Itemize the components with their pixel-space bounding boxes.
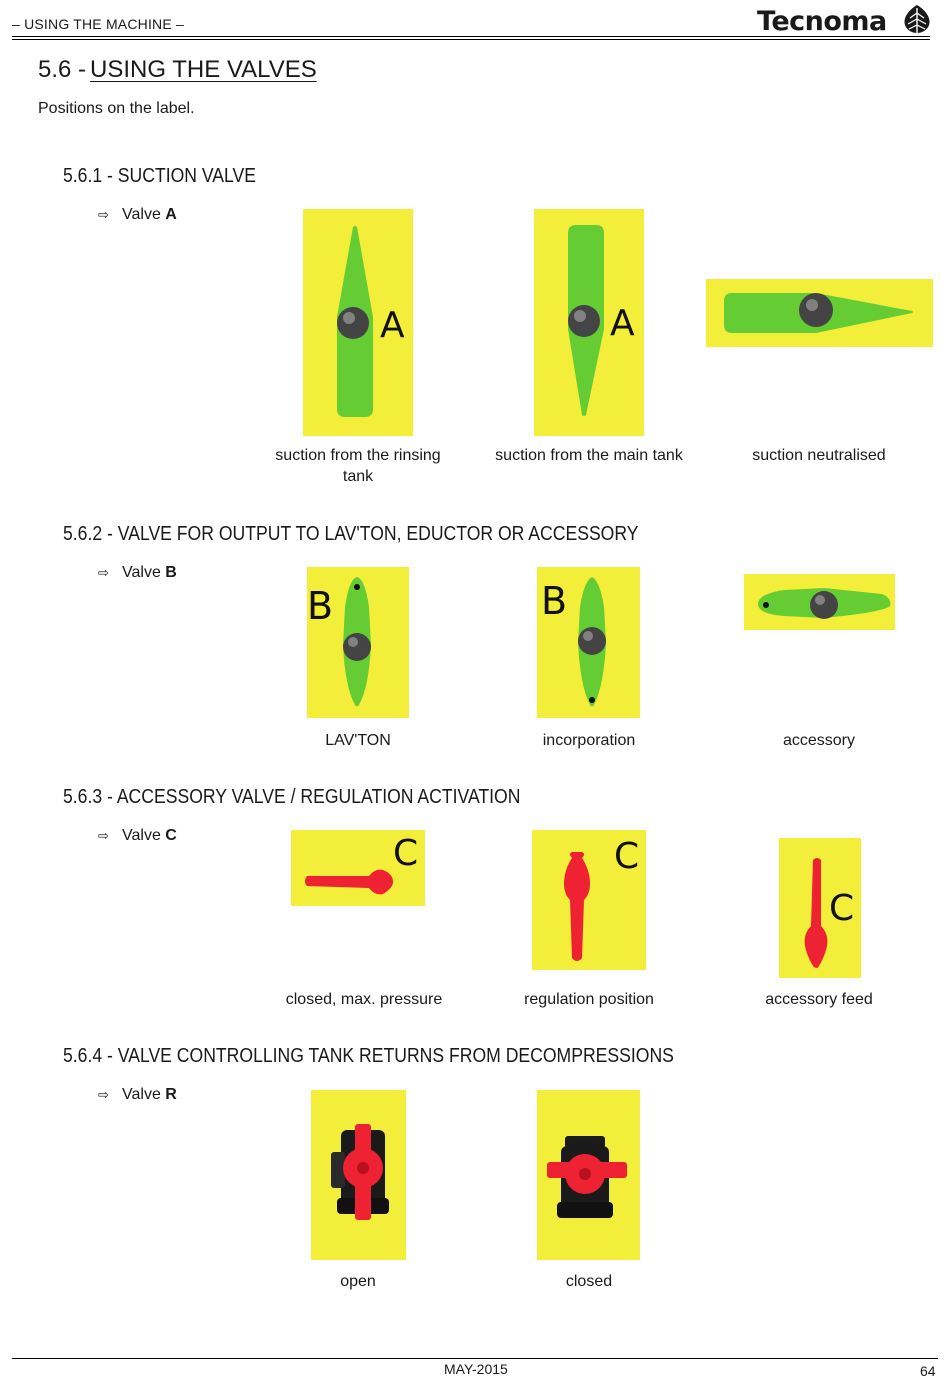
subsection-heading-accessory-valve: 5.6.3 - ACCESSORY VALVE / REGULATION ACTIVATION xyxy=(63,786,521,808)
page-title xyxy=(38,56,317,84)
valve-b-accessory-image xyxy=(744,574,895,630)
valve-a-main-image xyxy=(534,209,644,436)
valve-b-lavton-image xyxy=(307,567,409,718)
valve-r-open-image xyxy=(311,1090,406,1260)
intro-text: Positions on the label. xyxy=(38,100,195,117)
section-title: USING THE VALVES xyxy=(90,56,317,83)
subsection-heading-suction: 5.6.1 - SUCTION VALVE xyxy=(63,165,257,187)
caption-open: open xyxy=(340,1273,376,1290)
label-letter-c: C xyxy=(393,833,419,874)
caption-incorporation: incorporation xyxy=(542,732,636,749)
valve-r-closed-image xyxy=(537,1090,640,1260)
label-letter-a-2: A xyxy=(610,303,635,344)
arrow-right-icon: ⇨ xyxy=(98,828,109,843)
valve-a-neutral-image xyxy=(706,279,933,347)
footer-date: MAY-2015 xyxy=(444,1361,508,1377)
subsection-heading-output: 5.6.2 - VALVE FOR OUTPUT TO LAV'TON, EDUCTOR OR ACCESSORY xyxy=(63,523,639,545)
header-rule-secondary xyxy=(12,39,930,40)
arrow-right-icon: ⇨ xyxy=(98,565,109,580)
valve-c-closed-image xyxy=(291,830,425,906)
caption-closed-max-pressure: closed, max. pressure xyxy=(285,991,443,1008)
valve-b-incorporation-image xyxy=(537,567,640,718)
caption-main-tank: suction from the main tank xyxy=(495,447,683,464)
valve-label-c: ⇨ Valve C xyxy=(98,827,177,844)
valve-label-a: ⇨ Valve A xyxy=(98,206,177,223)
label-letter-b: B xyxy=(307,584,334,628)
valve-a-rinsing-image xyxy=(303,209,413,436)
page-number: 64 xyxy=(920,1363,936,1379)
valve-c-regulation-image xyxy=(532,830,646,970)
brand-logo-text: Tecnoma xyxy=(757,6,887,37)
valve-c-accessory-feed-image xyxy=(779,838,861,978)
caption-suction-neutralised: suction neutralised xyxy=(752,447,886,464)
label-letter-a: A xyxy=(380,305,405,346)
caption-lavton: LAV'TON xyxy=(325,732,391,749)
arrow-right-icon: ⇨ xyxy=(98,1087,109,1102)
valve-label-r: ⇨ Valve R xyxy=(98,1086,177,1103)
caption-closed: closed xyxy=(565,1273,613,1290)
label-letter-b-2: B xyxy=(541,579,568,623)
leaf-logo-icon xyxy=(902,3,932,37)
caption-rinsing-tank: suction from the rinsing tank xyxy=(275,447,441,485)
footer-rule xyxy=(12,1358,938,1359)
valve-label-b: ⇨ Valve B xyxy=(98,564,177,581)
label-letter-c-3: C xyxy=(829,888,855,929)
caption-regulation-position: regulation position xyxy=(524,991,654,1008)
caption-accessory: accessory xyxy=(782,732,856,749)
subsection-heading-tank-returns: 5.6.4 - VALVE CONTROLLING TANK RETURNS FROM DECOMPRESSIONS xyxy=(63,1045,674,1067)
header-section-label: – USING THE MACHINE – xyxy=(12,16,184,32)
arrow-right-icon: ⇨ xyxy=(98,207,109,222)
section-number: 5.6 - xyxy=(38,56,87,83)
label-letter-c-2: C xyxy=(614,836,640,877)
caption-accessory-feed: accessory feed xyxy=(765,991,873,1008)
